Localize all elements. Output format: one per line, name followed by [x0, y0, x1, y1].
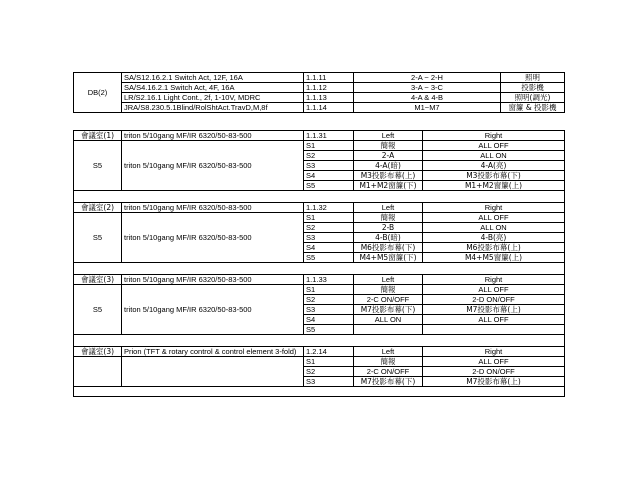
button-key: S3 — [304, 305, 354, 315]
button-right: 2-D ON/OFF — [423, 367, 565, 377]
button-left: M7投影布幕(下) — [354, 305, 423, 315]
button-left: M3投影布幕(上) — [354, 171, 423, 181]
table-row — [74, 357, 565, 367]
button-right: 4-A(亮) — [423, 161, 565, 171]
button-left: M4+M5窗簾(下) — [354, 253, 423, 263]
button-right: ALL ON — [423, 223, 565, 233]
button-key: S4 — [304, 315, 354, 325]
button-left: M7投影布幕(下) — [354, 377, 423, 387]
button-left: M6投影布幕(下) — [354, 243, 423, 253]
db-range: M1~M7 — [354, 103, 501, 113]
device-label: triton 5/10gang MF/IR 6320/50-83-500 — [122, 203, 304, 213]
side-device: triton 5/10gang MF/IR 6320/50-83-500 — [122, 213, 304, 263]
spacer-row — [74, 263, 565, 275]
button-key: S2 — [304, 151, 354, 161]
db-room-label: DB(2) — [74, 73, 122, 113]
button-right: ALL OFF — [423, 285, 565, 295]
button-left: 4-B(暗) — [354, 233, 423, 243]
table-row — [74, 103, 565, 113]
button-left: 2-A — [354, 151, 423, 161]
button-right: M7投影布幕(上) — [423, 305, 565, 315]
section-header-row — [74, 131, 565, 141]
device-code: 1.1.33 — [304, 275, 354, 285]
empty-cell — [122, 357, 304, 387]
button-left: 簡報 — [354, 213, 423, 223]
button-key: S1 — [304, 141, 354, 151]
section-header-row — [74, 347, 565, 357]
db-range: 2-A ~ 2-H — [354, 73, 501, 83]
db-use: 投影機 — [501, 83, 565, 93]
section-header-row — [74, 203, 565, 213]
button-right: 2-D ON/OFF — [423, 295, 565, 305]
db-code: 1.1.12 — [304, 83, 354, 93]
button-key: S2 — [304, 367, 354, 377]
side-label: S5 — [74, 285, 122, 335]
empty-cell — [74, 357, 122, 387]
button-key: S3 — [304, 377, 354, 387]
db-model: SA/S12.16.2.1 Switch Act, 12F, 16A — [122, 73, 304, 83]
db-use: 照明 — [501, 73, 565, 83]
button-left: 2-C ON/OFF — [354, 367, 423, 377]
right-header: Right — [423, 131, 565, 141]
db-model: JRA/S8.230.5.1Blind/RolShtAct.TravD,M,8f — [122, 103, 304, 113]
db-table — [73, 72, 565, 113]
button-right: 4-B(亮) — [423, 233, 565, 243]
device-code: 1.2.14 — [304, 347, 354, 357]
button-right — [423, 325, 565, 335]
spacer-row — [74, 335, 565, 347]
left-header: Left — [354, 131, 423, 141]
device-code: 1.1.31 — [304, 131, 354, 141]
right-header: Right — [423, 203, 565, 213]
button-key: S3 — [304, 161, 354, 171]
button-key: S5 — [304, 181, 354, 191]
button-left: 簡報 — [354, 357, 423, 367]
button-key: S1 — [304, 213, 354, 223]
device-label: triton 5/10gang MF/IR 6320/50-83-500 — [122, 131, 304, 141]
table-row — [74, 93, 565, 103]
table-row — [74, 83, 565, 93]
room-label: 會議室(3) — [74, 347, 122, 357]
db-code: 1.1.14 — [304, 103, 354, 113]
empty-row — [74, 387, 565, 397]
button-left: 2-B — [354, 223, 423, 233]
db-range: 4-A & 4-B — [354, 93, 501, 103]
room-label: 會議室(2) — [74, 203, 122, 213]
table-row — [74, 141, 565, 151]
device-label: Prion (TFT & rotary control & control element 3-fold) — [122, 347, 304, 357]
left-header: Left — [354, 203, 423, 213]
button-key: S3 — [304, 233, 354, 243]
button-key: S5 — [304, 325, 354, 335]
button-key: S1 — [304, 285, 354, 295]
db-model: LR/S2.16.1 Light Cont., 2f, 1-10V, MDRC — [122, 93, 304, 103]
button-left: 簡報 — [354, 141, 423, 151]
button-right: ALL OFF — [423, 357, 565, 367]
button-key: S2 — [304, 295, 354, 305]
right-header: Right — [423, 347, 565, 357]
db-code: 1.1.11 — [304, 73, 354, 83]
button-right: M4+M5窗簾(上) — [423, 253, 565, 263]
button-right: M6投影布幕(上) — [423, 243, 565, 253]
button-right: ALL ON — [423, 151, 565, 161]
db-range: 3-A ~ 3-C — [354, 83, 501, 93]
button-right: M3投影布幕(下) — [423, 171, 565, 181]
table-row — [74, 73, 565, 83]
db-model: SA/S4.16.2.1 Switch Act, 4F, 16A — [122, 83, 304, 93]
table-row — [74, 285, 565, 295]
db-code: 1.1.13 — [304, 93, 354, 103]
button-right: M7投影布幕(上) — [423, 377, 565, 387]
button-key: S4 — [304, 171, 354, 181]
button-key: S1 — [304, 357, 354, 367]
table-row — [74, 213, 565, 223]
room-label: 會議室(1) — [74, 131, 122, 141]
spacer-row — [74, 191, 565, 203]
button-right: M1+M2窗簾(上) — [423, 181, 565, 191]
side-label: S5 — [74, 213, 122, 263]
left-header: Left — [354, 275, 423, 285]
button-key: S2 — [304, 223, 354, 233]
button-key: S4 — [304, 243, 354, 253]
table-row — [74, 387, 565, 397]
button-right: ALL OFF — [423, 141, 565, 151]
side-device: triton 5/10gang MF/IR 6320/50-83-500 — [122, 141, 304, 191]
button-left: 簡報 — [354, 285, 423, 295]
section-header-row — [74, 275, 565, 285]
room-label: 會議室(3) — [74, 275, 122, 285]
button-left — [354, 325, 423, 335]
db-use: 照明(調光) — [501, 93, 565, 103]
button-key: S5 — [304, 253, 354, 263]
side-label: S5 — [74, 141, 122, 191]
button-left: 2-C ON/OFF — [354, 295, 423, 305]
switch-table — [73, 130, 565, 397]
button-left: ALL ON — [354, 315, 423, 325]
button-left: M1+M2窗簾(下) — [354, 181, 423, 191]
right-header: Right — [423, 275, 565, 285]
db-use: 窗簾 & 投影機 — [501, 103, 565, 113]
side-device: triton 5/10gang MF/IR 6320/50-83-500 — [122, 285, 304, 335]
device-label: triton 5/10gang MF/IR 6320/50-83-500 — [122, 275, 304, 285]
left-header: Left — [354, 347, 423, 357]
button-right: ALL OFF — [423, 213, 565, 223]
button-left: 4-A(暗) — [354, 161, 423, 171]
button-right: ALL OFF — [423, 315, 565, 325]
device-code: 1.1.32 — [304, 203, 354, 213]
